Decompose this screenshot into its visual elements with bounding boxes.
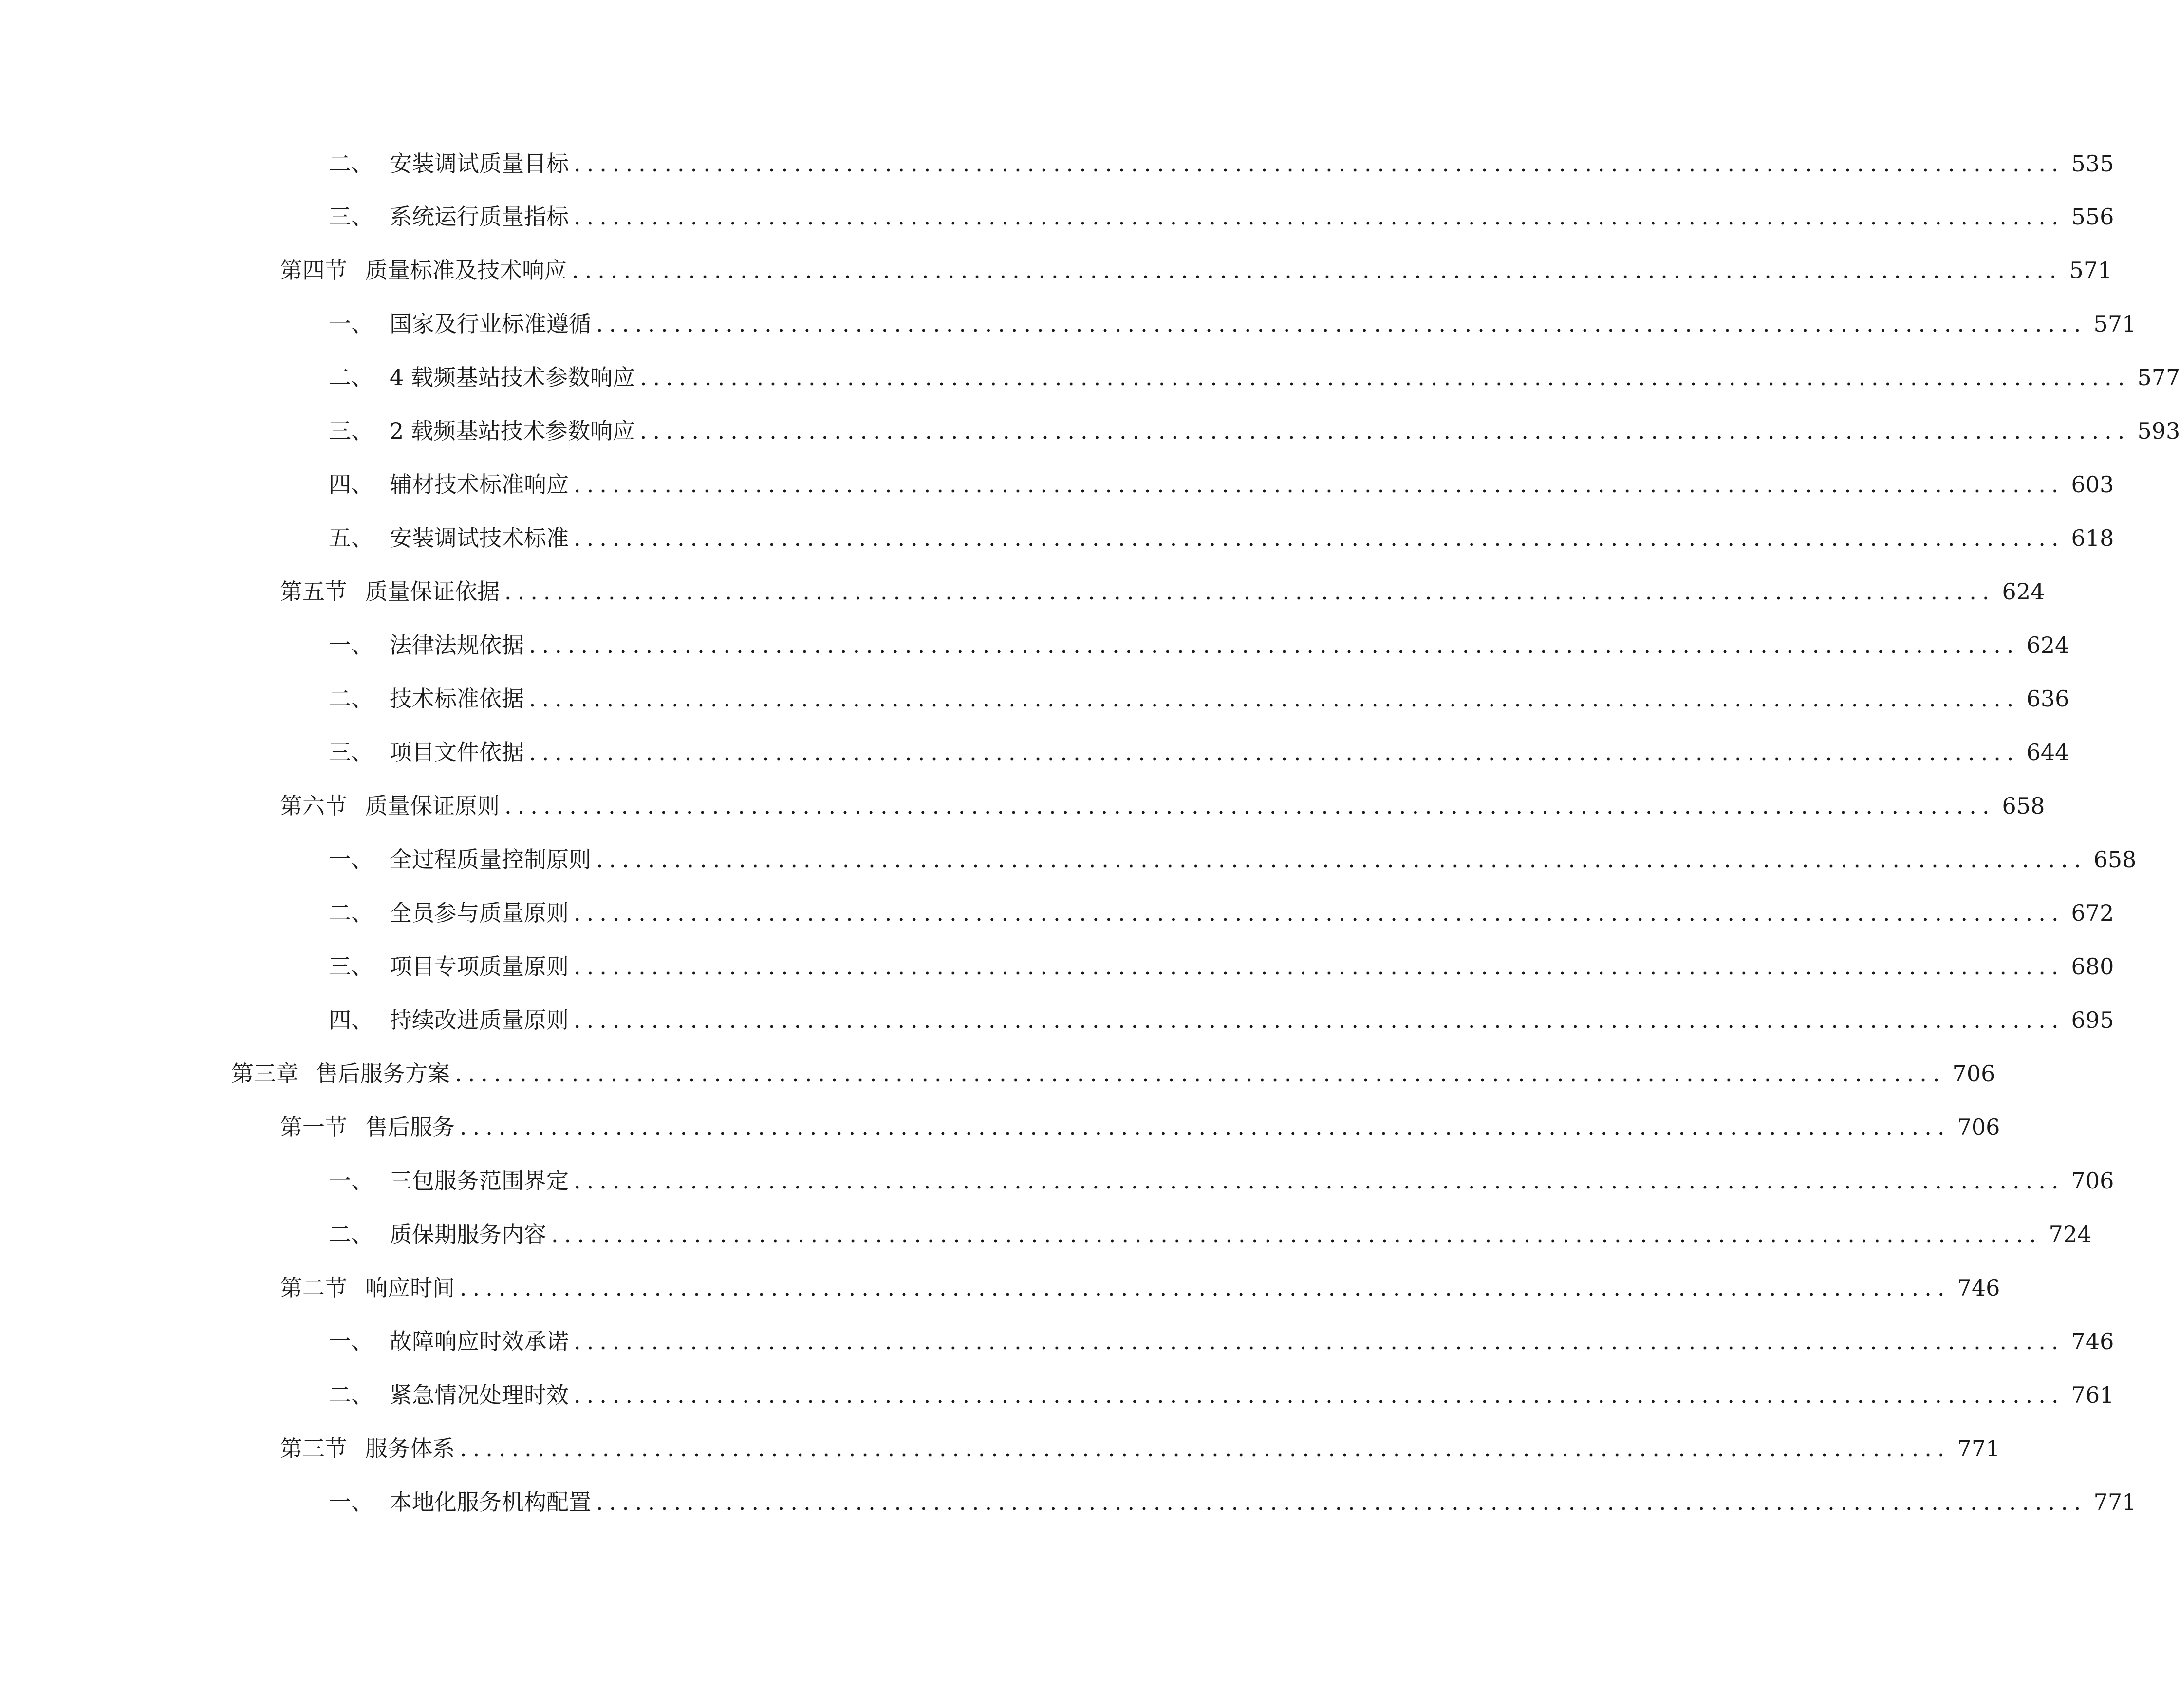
dot-leader: ................................................................................................................... (529, 632, 2020, 658)
page-number: 571 (2093, 311, 2137, 337)
entry-title: 技术标准依据 (390, 686, 524, 712)
entry-title: 法律法规依据 (390, 632, 524, 658)
toc-entry (329, 465, 2114, 504)
entry-title: 全过程质量控制原则 (390, 846, 591, 873)
dot-leader: ................................................................................................................... (574, 1168, 2065, 1194)
entry-number: 三、 (329, 739, 373, 765)
page-number: 624 (2002, 578, 2045, 605)
dot-leader: ................................................................................................................... (574, 1328, 2065, 1355)
page-number: 603 (2071, 471, 2114, 498)
page-number: 746 (2071, 1328, 2114, 1355)
entry-title: 质量保证依据 (365, 578, 500, 605)
page-number: 618 (2071, 525, 2114, 551)
entry-title: 2 载频基站技术参数响应 (390, 418, 635, 444)
dot-leader: ................................................................................................................... (574, 1382, 2065, 1408)
entry-title: 三包服务范围界定 (390, 1168, 569, 1194)
page-number: 706 (2071, 1168, 2114, 1194)
dot-leader: ................................................................................................................... (574, 1007, 2065, 1033)
page-number: 771 (2093, 1489, 2137, 1515)
dot-leader: ................................................................................................................... (574, 525, 2065, 551)
entry-title: 全员参与质量原则 (390, 900, 569, 926)
entry-title: 质量标准及技术响应 (365, 257, 567, 283)
entry-title: 项目文件依据 (390, 739, 524, 765)
entry-number: 第一节 (280, 1114, 347, 1140)
page-number: 771 (1957, 1435, 2000, 1462)
entry-number: 一、 (329, 311, 373, 337)
toc-entry (329, 840, 2137, 879)
entry-number: 第五节 (280, 578, 347, 605)
toc-entry (329, 1161, 2114, 1200)
toc-entry (329, 1322, 2114, 1361)
entry-number: 二、 (329, 686, 373, 712)
page-number: 535 (2071, 150, 2114, 177)
entry-number: 三、 (329, 204, 373, 230)
page-number: 695 (2071, 1007, 2114, 1033)
toc-entry (280, 1108, 2000, 1147)
page-number: 577 (2137, 364, 2180, 390)
toc-entry (329, 679, 2069, 718)
dot-leader: ................................................................................................................... (529, 739, 2020, 765)
toc-entry (231, 1054, 1995, 1093)
toc-entry (329, 519, 2114, 557)
entry-number: 第二节 (280, 1275, 347, 1301)
toc-entry (329, 1215, 2092, 1254)
entry-number: 第三节 (280, 1435, 347, 1462)
dot-leader: ................................................................................................................... (596, 311, 2087, 337)
entry-number: 一、 (329, 846, 373, 873)
entry-title: 系统运行质量指标 (390, 204, 569, 230)
dot-leader: ................................................................................................................... (639, 364, 2131, 390)
entry-number: 三、 (329, 418, 373, 444)
entry-number: 二、 (329, 364, 373, 390)
dot-leader: ................................................................................................................... (455, 1060, 1946, 1087)
entry-number: 一、 (329, 1489, 373, 1515)
dot-leader: ................................................................................................................... (504, 578, 1995, 605)
entry-number: 第三章 (231, 1060, 298, 1087)
entry-title: 持续改进质量原则 (390, 1007, 569, 1033)
page-number: 556 (2071, 204, 2114, 230)
dot-leader: ................................................................................................................... (551, 1221, 2042, 1247)
entry-title: 项目专项质量原则 (390, 953, 569, 980)
entry-title: 本地化服务机构配置 (390, 1489, 591, 1515)
toc-entry (329, 1001, 2114, 1040)
entry-title: 质保期服务内容 (390, 1221, 546, 1247)
toc-entry (329, 197, 2114, 236)
toc-entry (329, 411, 2180, 450)
entry-number: 一、 (329, 1168, 373, 1194)
page-number: 706 (1952, 1060, 1995, 1087)
entry-number: 一、 (329, 1328, 373, 1355)
entry-title: 售后服务方案 (316, 1060, 450, 1087)
entry-title: 售后服务 (365, 1114, 455, 1140)
page-number: 761 (2071, 1382, 2114, 1408)
dot-leader: ................................................................................................................... (639, 418, 2131, 444)
entry-title: 服务体系 (365, 1435, 455, 1462)
toc-entry (329, 626, 2069, 665)
page-number: 644 (2026, 739, 2069, 765)
page-number: 672 (2071, 900, 2114, 926)
entry-title: 国家及行业标准遵循 (390, 311, 591, 337)
toc-entry (280, 572, 2045, 611)
toc-entry (329, 358, 2180, 397)
page-number: 658 (2002, 793, 2045, 819)
dot-leader: ................................................................................................................... (460, 1435, 1951, 1462)
toc-entry (329, 144, 2114, 183)
page-number: 724 (2049, 1221, 2092, 1247)
dot-leader: ................................................................................................................... (574, 953, 2065, 980)
dot-leader: ................................................................................................................... (529, 686, 2020, 712)
toc-entry (280, 251, 2112, 290)
entry-number: 一、 (329, 632, 373, 658)
entry-title: 辅材技术标准响应 (390, 471, 569, 498)
page-number: 571 (2069, 257, 2112, 283)
entry-title: 质量保证原则 (365, 793, 500, 819)
toc-entry (280, 1429, 2000, 1468)
entry-number: 第六节 (280, 793, 347, 819)
page-number: 746 (1957, 1275, 2000, 1301)
toc-entry (329, 1375, 2114, 1414)
page-number: 624 (2026, 632, 2069, 658)
dot-leader: ................................................................................................................... (596, 846, 2087, 873)
toc-entry (280, 786, 2045, 825)
entry-number: 二、 (329, 1221, 373, 1247)
toc-entry (280, 1268, 2000, 1307)
entry-title: 紧急情况处理时效 (390, 1382, 569, 1408)
toc-entry (329, 947, 2114, 986)
entry-number: 第四节 (280, 257, 347, 283)
page-number: 636 (2026, 686, 2069, 712)
entry-title: 4 载频基站技术参数响应 (390, 364, 635, 390)
toc-entry (329, 1483, 2137, 1522)
dot-leader: ................................................................................................................... (596, 1489, 2087, 1515)
page-number: 706 (1957, 1114, 2000, 1140)
toc-entry (329, 893, 2114, 932)
entry-number: 四、 (329, 1007, 373, 1033)
entry-title: 安装调试技术标准 (390, 525, 569, 551)
page-number: 658 (2093, 846, 2137, 873)
entry-number: 三、 (329, 953, 373, 980)
toc-entry (329, 733, 2069, 772)
page-number: 680 (2071, 953, 2114, 980)
entry-title: 安装调试质量目标 (390, 150, 569, 177)
entry-number: 五、 (329, 525, 373, 551)
entry-number: 二、 (329, 1382, 373, 1408)
toc-entry (329, 304, 2137, 343)
page-number: 593 (2137, 418, 2180, 444)
dot-leader: ................................................................................................................... (572, 257, 2063, 283)
dot-leader: ................................................................................................................... (504, 793, 1995, 819)
entry-number: 四、 (329, 471, 373, 498)
dot-leader: ................................................................................................................... (574, 900, 2065, 926)
dot-leader: ................................................................................................................... (574, 204, 2065, 230)
entry-title: 故障响应时效承诺 (390, 1328, 569, 1355)
dot-leader: ................................................................................................................... (460, 1114, 1951, 1140)
entry-number: 二、 (329, 150, 373, 177)
dot-leader: ................................................................................................................... (574, 150, 2065, 177)
entry-number: 二、 (329, 900, 373, 926)
dot-leader: ................................................................................................................... (460, 1275, 1951, 1301)
entry-title: 响应时间 (365, 1275, 455, 1301)
dot-leader: ................................................................................................................... (574, 471, 2065, 498)
